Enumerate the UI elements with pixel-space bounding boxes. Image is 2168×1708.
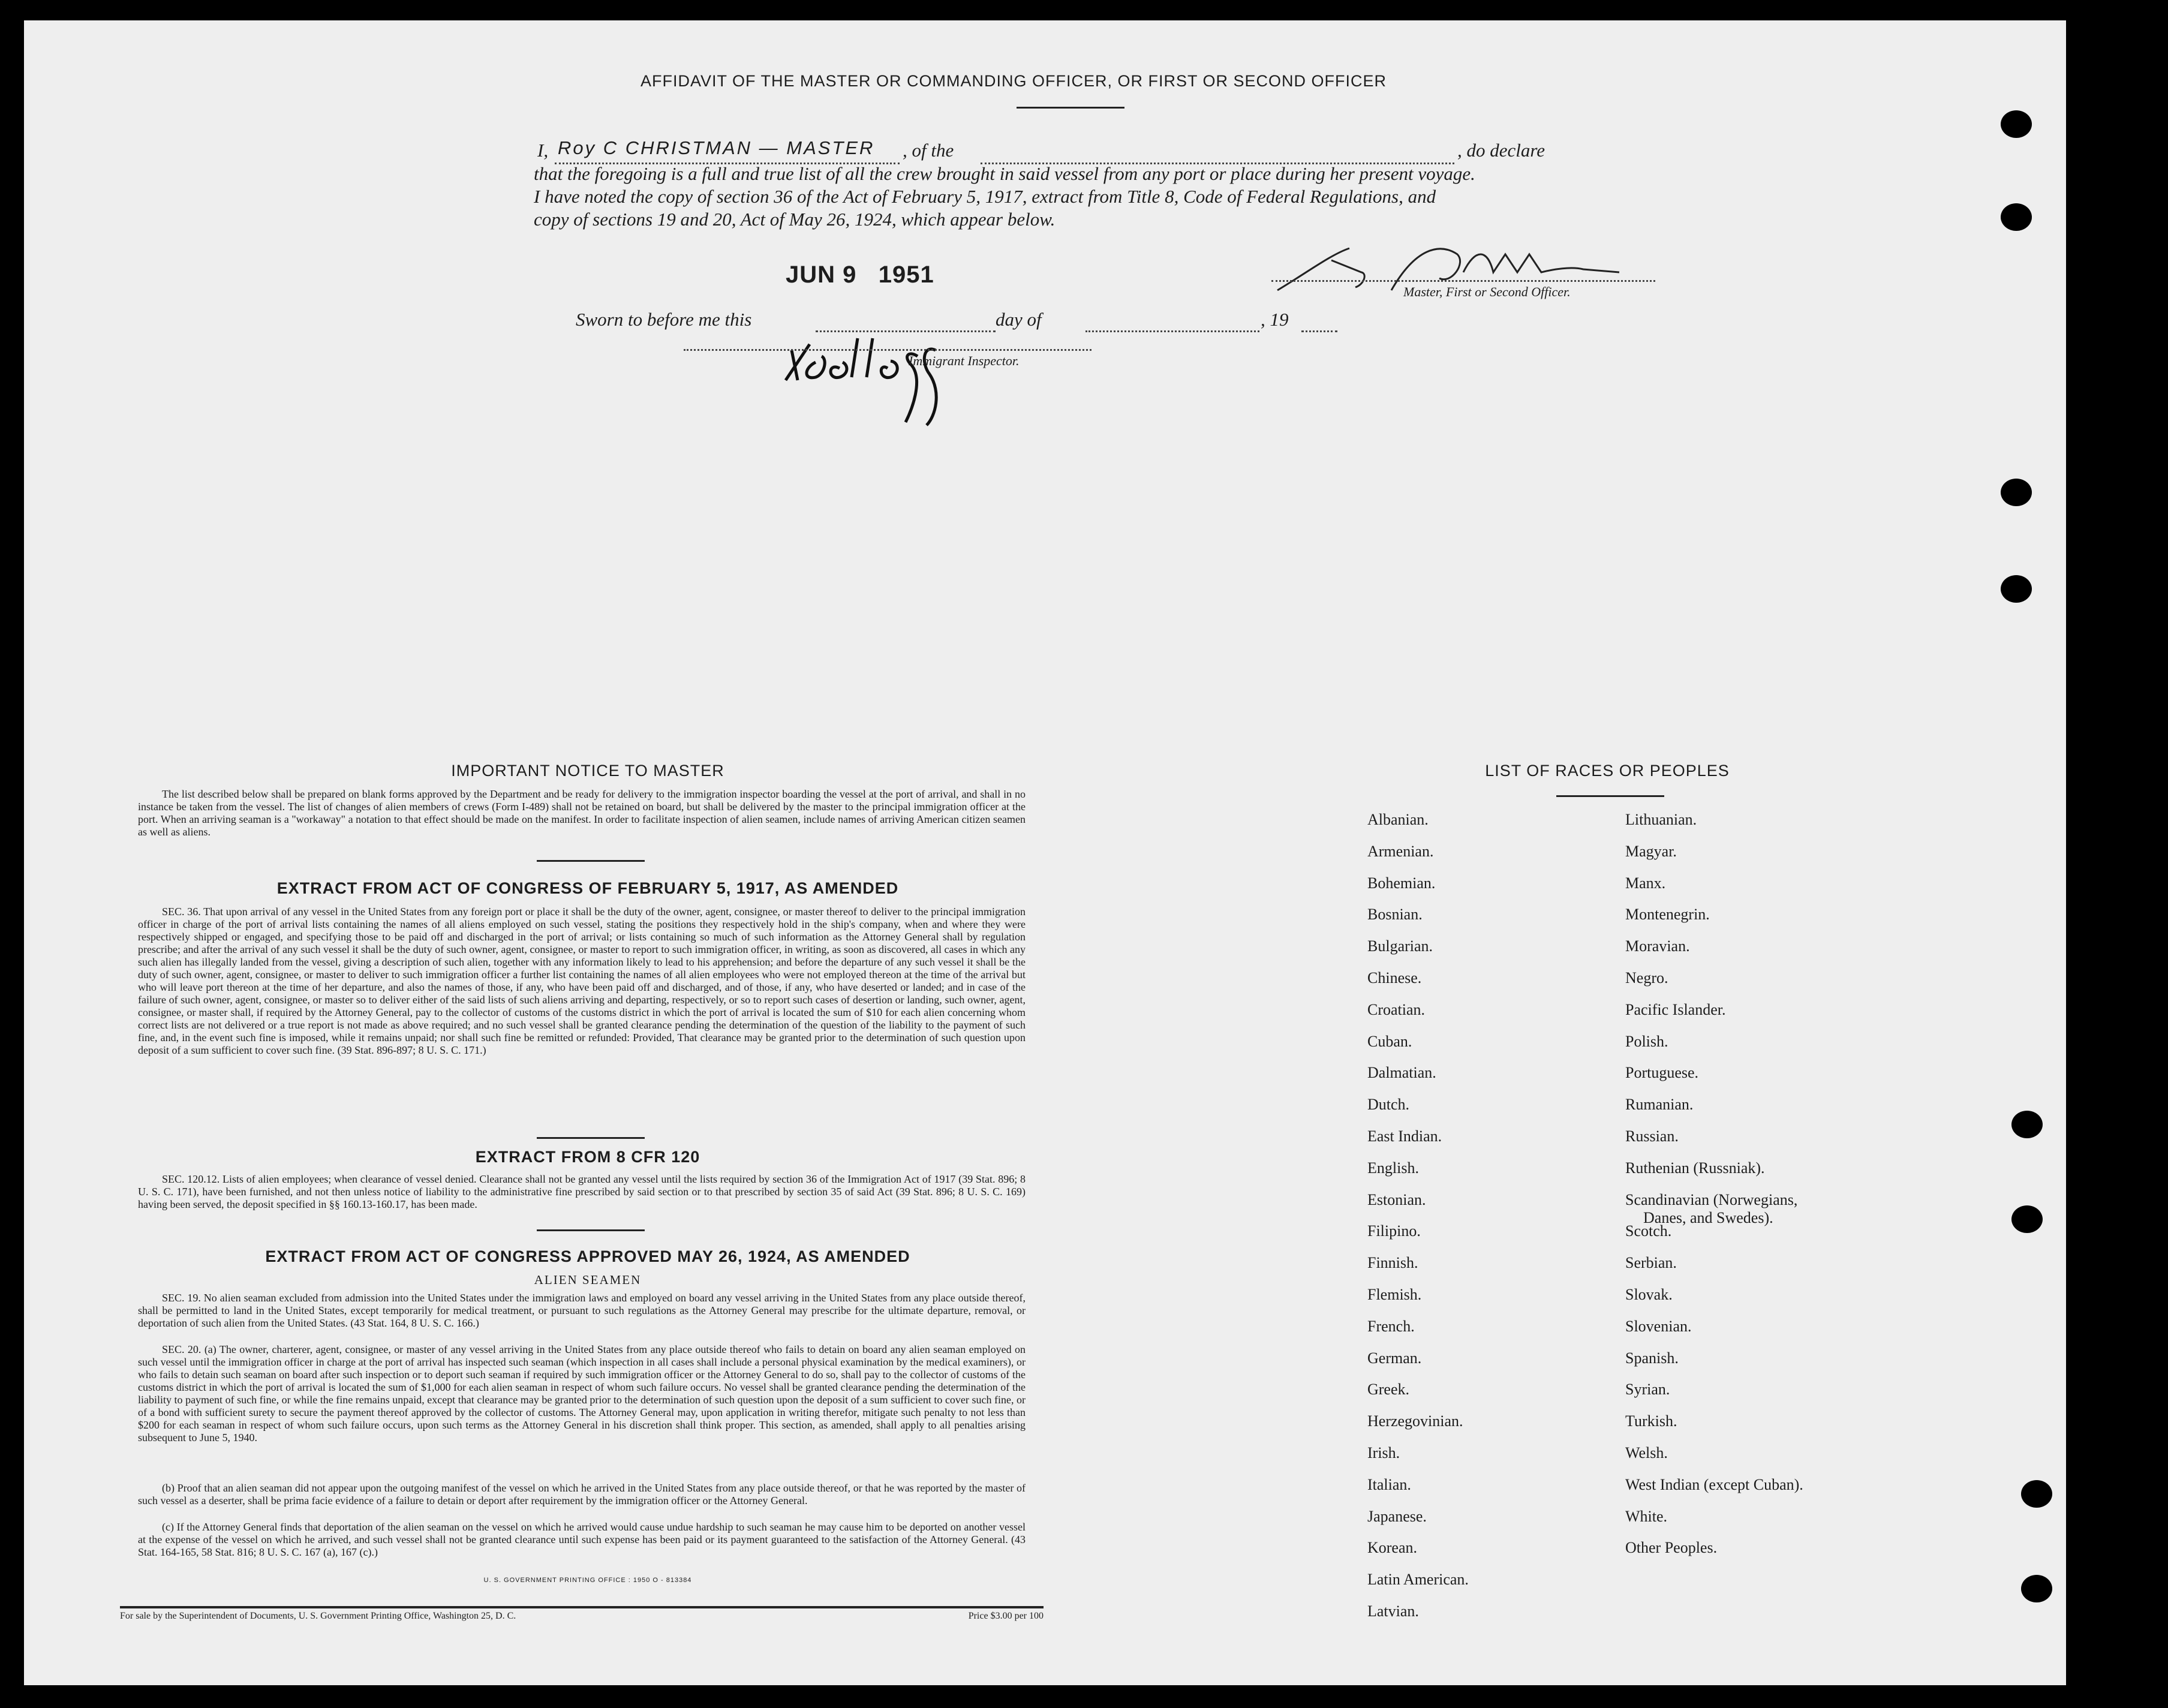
- extract-1924-heading: EXTRACT FROM ACT OF CONGRESS APPROVED MAY 26, 1924, AS AMENDED: [265, 1247, 910, 1265]
- affidavit-line3: I have noted the copy of section 36 of the Act of February 5, 1917, extract from Title 8, Code of Federal Regulations, and: [534, 186, 1436, 207]
- race-item: Serbian.: [1625, 1254, 1677, 1272]
- race-item: West Indian (except Cuban).: [1625, 1475, 1803, 1493]
- notice-body: The list described below shall be prepared on blank forms approved by the Department and be ready for delivery to the immigration inspector boarding the vessel at the port of arrival, and shall in no instance be taken from the vessel. The list of changes of alien members of crews (Form I-489) shall not be retained on board, but shall be delivered by the master to the principal immigration officer at the port. When an arriving seaman is a "workaway" a notation to that effect should be made on the manifest. In order to facilitate inspection of alien seamen, include names of arriving American citizen seamen as well as aliens.: [138, 788, 1026, 838]
- race-item: East Indian.: [1367, 1127, 1442, 1145]
- race-item: Herzegovinian.: [1367, 1412, 1463, 1430]
- sec20b-body: (b) Proof that an alien seaman did not appear upon the outgoing manifest of the vessel on which he arrived in the United States from any place outside thereof, or that he was reported by the master of such vessel as a deserter, shall be prima facie evidence of a failure to detain or deport after requirement by the immigration officer or the Attorney General.: [138, 1482, 1026, 1506]
- divider: [537, 860, 645, 862]
- date-stamp: JUN 9 1951: [786, 261, 934, 288]
- do-declare-text: , do declare: [1457, 140, 1545, 161]
- sec19-body: SEC. 19. No alien seaman excluded from admission into the United States under the immigration laws and employed on board any vessel arriving in the United States from any place outside thereof, shall be permitted to land in the United States, except temporarily for medical treatment, or pursuant to such regulations as the Attorney General may prescribe for the ultimate departure, removal, or deportation of such alien from the United States. (43 Stat. 164, 8 U. S. C. 166.): [138, 1292, 1026, 1329]
- sworn-text: Sworn to before me this: [576, 309, 752, 330]
- footer-sale-note: For sale by the Superintendent of Documents, U. S. Government Printing Office, Washington 25, D. C.: [120, 1611, 516, 1621]
- race-item: Magyar.: [1625, 842, 1677, 860]
- race-item: Negro.: [1625, 969, 1668, 987]
- race-item: French.: [1367, 1317, 1415, 1335]
- race-item: Rumanian.: [1625, 1096, 1694, 1114]
- notice-heading: IMPORTANT NOTICE TO MASTER: [451, 762, 724, 780]
- races-divider: [1556, 795, 1664, 797]
- race-item: Welsh.: [1625, 1444, 1668, 1462]
- race-item: Moravian.: [1625, 937, 1690, 955]
- race-item: Other Peoples.: [1625, 1539, 1718, 1557]
- race-item: Armenian.: [1367, 842, 1434, 860]
- race-item: Japanese.: [1367, 1507, 1427, 1525]
- race-item: Bulgarian.: [1367, 937, 1433, 955]
- race-item: Cuban.: [1367, 1032, 1412, 1050]
- inspector-caption: Immigrant Inspector.: [909, 353, 1020, 368]
- footer-rule: [120, 1606, 1044, 1608]
- gpo-imprint: U. S. GOVERNMENT PRINTING OFFICE : 1950 O - 813384: [483, 1577, 692, 1584]
- punch-hole: [2001, 110, 2032, 138]
- divider: [537, 1137, 645, 1139]
- race-item: English.: [1367, 1159, 1419, 1177]
- punch-hole: [2001, 575, 2032, 603]
- day-of-text: day of: [996, 309, 1042, 330]
- race-item: Greek.: [1367, 1381, 1410, 1399]
- race-item: Korean.: [1367, 1539, 1418, 1557]
- race-item: Slovak.: [1625, 1286, 1673, 1303]
- punch-hole: [2001, 479, 2032, 506]
- race-item: Irish.: [1367, 1444, 1400, 1462]
- year-text: , 19: [1261, 309, 1289, 330]
- sec20a-body: SEC. 20. (a) The owner, charterer, agent, consignee, or master of any vessel arriving in the United States from any place outside thereof who fails to detain on board any alien seaman employed on such vessel until the immigration officer in charge at the port of arrival has inspected such seaman (which inspection in all cases shall include a personal physical examination by the medical examiners), or who fails to detain such seaman on board after such inspection or to deport such seaman if required by such immigration officer or the Attorney General to do so, shall pay to the collector of customs of the customs district in which the port of arrival is located the sum of $1,000 for each alien seaman in respect of whom such failure occurs. No vessel shall be granted clearance pending the determination of the liability to payment of such fine, or while the fine remains unpaid, except that clearance may be granted prior to the determination of such question upon the deposit of a sum sufficient to cover such fine, or of a bond with sufficient surety to secure the payment thereof approved by the collector of customs. The Attorney General may, upon application in writing therefor, mitigate such penalty to not less than $200 for each seaman in respect of whom such failure occurs, upon such terms as the Attorney General in his discretion shall think proper. This section, as amended, shall apply to all penalties arising subsequent to June 5, 1940.: [138, 1343, 1026, 1444]
- race-item: White.: [1625, 1507, 1668, 1525]
- races-heading: LIST OF RACES OR PEOPLES: [1485, 762, 1730, 780]
- extract-cfr-heading: EXTRACT FROM 8 CFR 120: [475, 1148, 700, 1166]
- race-item: Pacific Islander.: [1625, 1000, 1726, 1018]
- race-item: Scandinavian (Norwegians,: [1625, 1190, 1798, 1208]
- punch-hole: [2001, 203, 2032, 231]
- race-item: Syrian.: [1625, 1381, 1670, 1399]
- punch-hole: [2021, 1480, 2052, 1508]
- year-blank-line: [1301, 330, 1337, 332]
- race-item: Scotch.: [1625, 1222, 1672, 1240]
- race-item: Polish.: [1625, 1032, 1668, 1050]
- alien-seamen-subheading: ALIEN SEAMEN: [534, 1273, 642, 1287]
- race-item: Latin American.: [1367, 1571, 1469, 1589]
- affidavit-line2: that the foregoing is a full and true list of all the crew brought in said vessel from any port or place during her present voyage.: [534, 163, 1475, 184]
- race-item: Croatian.: [1367, 1000, 1426, 1018]
- race-item: Italian.: [1367, 1475, 1411, 1493]
- race-item: Flemish.: [1367, 1286, 1422, 1303]
- race-item: Manx.: [1625, 874, 1666, 892]
- race-item: Dalmatian.: [1367, 1064, 1436, 1082]
- title-underline: [1017, 107, 1124, 109]
- race-item: Bosnian.: [1367, 906, 1423, 924]
- punch-hole: [2011, 1205, 2043, 1233]
- master-name-handwritten: Roy C CHRISTMAN — MASTER: [558, 137, 875, 158]
- race-item: Spanish.: [1625, 1349, 1679, 1367]
- footer-price: Price $3.00 per 100: [968, 1611, 1044, 1621]
- of-the-text: , of the: [903, 140, 954, 161]
- race-item: Filipino.: [1367, 1222, 1421, 1240]
- inspector-signature: [768, 314, 1056, 428]
- master-signature-line: [1271, 280, 1655, 282]
- race-item: Slovenian.: [1625, 1317, 1692, 1335]
- extract-1917-body: SEC. 36. That upon arrival of any vessel in the United States from any foreign port or place it shall be the duty of the owner, agent, consignee, or master thereof to deliver to the principal immigration officer in charge of the port of arrival lists containing the names of all aliens employed on such vessel, stating the positions they respectively hold in the ship's company, when and where they were respectively shipped or engaged, and specifying those to be paid off and discharged in the port of arrival; or lists containing so much of such information as the Attorney General shall by regulation prescribe; and after the arrival of any such vessel it shall be the duty of such owner, agent, consignee, or master to report to such immigration officer, in writing, as soon as discovered, all cases in which any such alien has illegally landed from the vessel, giving a description of such alien, together with any information likely to lead to his apprehension; and before the departure of any such vessel it shall be the duty of such owner, agent, consignee, or master to deliver to such immigration officer a further list containing the names of all alien employees who were not employed thereon at the time of the arrival but who will leave port thereon at the time of her departure, and also the names of those, if any, who have been paid off and discharged, and of those, if any, who have deserted or landed; and in case of the failure of such owner, agent, consignee, or master so to deliver either of the said lists of such aliens arriving and departing, respectively, or so to report such cases of desertion or landing, such owner, agent, consignee, or master shall, if required by the Attorney General, pay to the collector of customs of the customs district in which the port of arrival is located the sum of $10 for each alien concerning whom correct lists are not delivered or a true report is not made as above required; and no such vessel shall be granted clearance pending the determination of the question of the liability to the payment of such fine, and, in the event such fine is imposed, while it remains unpaid; nor shall such fine be remitted or refunded: Provided, That clearance may be granted prior to the determination of such question upon deposit of a sum sufficient to cover such fine. (39 Stat. 896-897; 8 U. S. C. 171.): [138, 906, 1026, 1056]
- month-blank-line: [1085, 330, 1259, 332]
- race-item: German.: [1367, 1349, 1422, 1367]
- race-item: Ruthenian (Russniak).: [1625, 1159, 1765, 1177]
- race-item: Turkish.: [1625, 1412, 1677, 1430]
- race-item: Latvian.: [1367, 1602, 1419, 1620]
- race-item: Dutch.: [1367, 1096, 1410, 1114]
- race-item: Montenegrin.: [1625, 906, 1710, 924]
- race-item: Chinese.: [1367, 969, 1422, 987]
- race-item: Russian.: [1625, 1127, 1679, 1145]
- intro-word: I,: [537, 140, 549, 161]
- race-item: Albanian.: [1367, 811, 1429, 828]
- race-item: Bohemian.: [1367, 874, 1436, 892]
- punch-hole: [2021, 1575, 2052, 1602]
- race-item: Estonian.: [1367, 1190, 1426, 1208]
- extract-cfr-body: SEC. 120.12. Lists of alien employees; when clearance of vessel denied. Clearance shall not be granted any vessel until the lists required by section 36 of the Immigration Act of 1917 (39 Stat. 896; 8 U. S. C. 171), have been furnished, and not then unless notice of liability to the administrative fine prescribed by said section or to that prescribed by section 35 of said Act (39 Stat. 896; 8 U. S. C. 169) having been served, the deposit specified in §§ 160.13-160.17, has been made.: [138, 1173, 1026, 1210]
- master-caption: Master, First or Second Officer.: [1403, 284, 1571, 299]
- affidavit-title: AFFIDAVIT OF THE MASTER OR COMMANDING OFFICER, OR FIRST OR SECOND OFFICER: [640, 72, 1387, 90]
- sec20c-body: (c) If the Attorney General finds that deportation of the alien seaman on the vessel on which he arrived would cause undue hardship to such seaman he may cause him to be deported on another vessel at the expense of the vessel on which he arrived, and such vessel shall not be granted clearance until such expense has been paid or its payment guaranteed to the satisfaction of the Attorney General. (43 Stat. 164-165, 58 Stat. 816; 8 U. S. C. 167 (a), 167 (c).): [138, 1521, 1026, 1558]
- extract-1917-heading: EXTRACT FROM ACT OF CONGRESS OF FEBRUARY 5, 1917, AS AMENDED: [276, 879, 899, 897]
- affidavit-line4: copy of sections 19 and 20, Act of May 26, 1924, which appear below.: [534, 209, 1056, 230]
- race-item: Portuguese.: [1625, 1064, 1699, 1082]
- punch-hole: [2011, 1111, 2043, 1138]
- race-item: Finnish.: [1367, 1254, 1418, 1272]
- race-item: Lithuanian.: [1625, 811, 1697, 828]
- divider: [537, 1229, 645, 1231]
- inspector-signature-line: [684, 349, 1091, 351]
- race-item: Danes, and Swedes).: [1643, 1208, 1773, 1226]
- document-page: [24, 20, 2066, 1685]
